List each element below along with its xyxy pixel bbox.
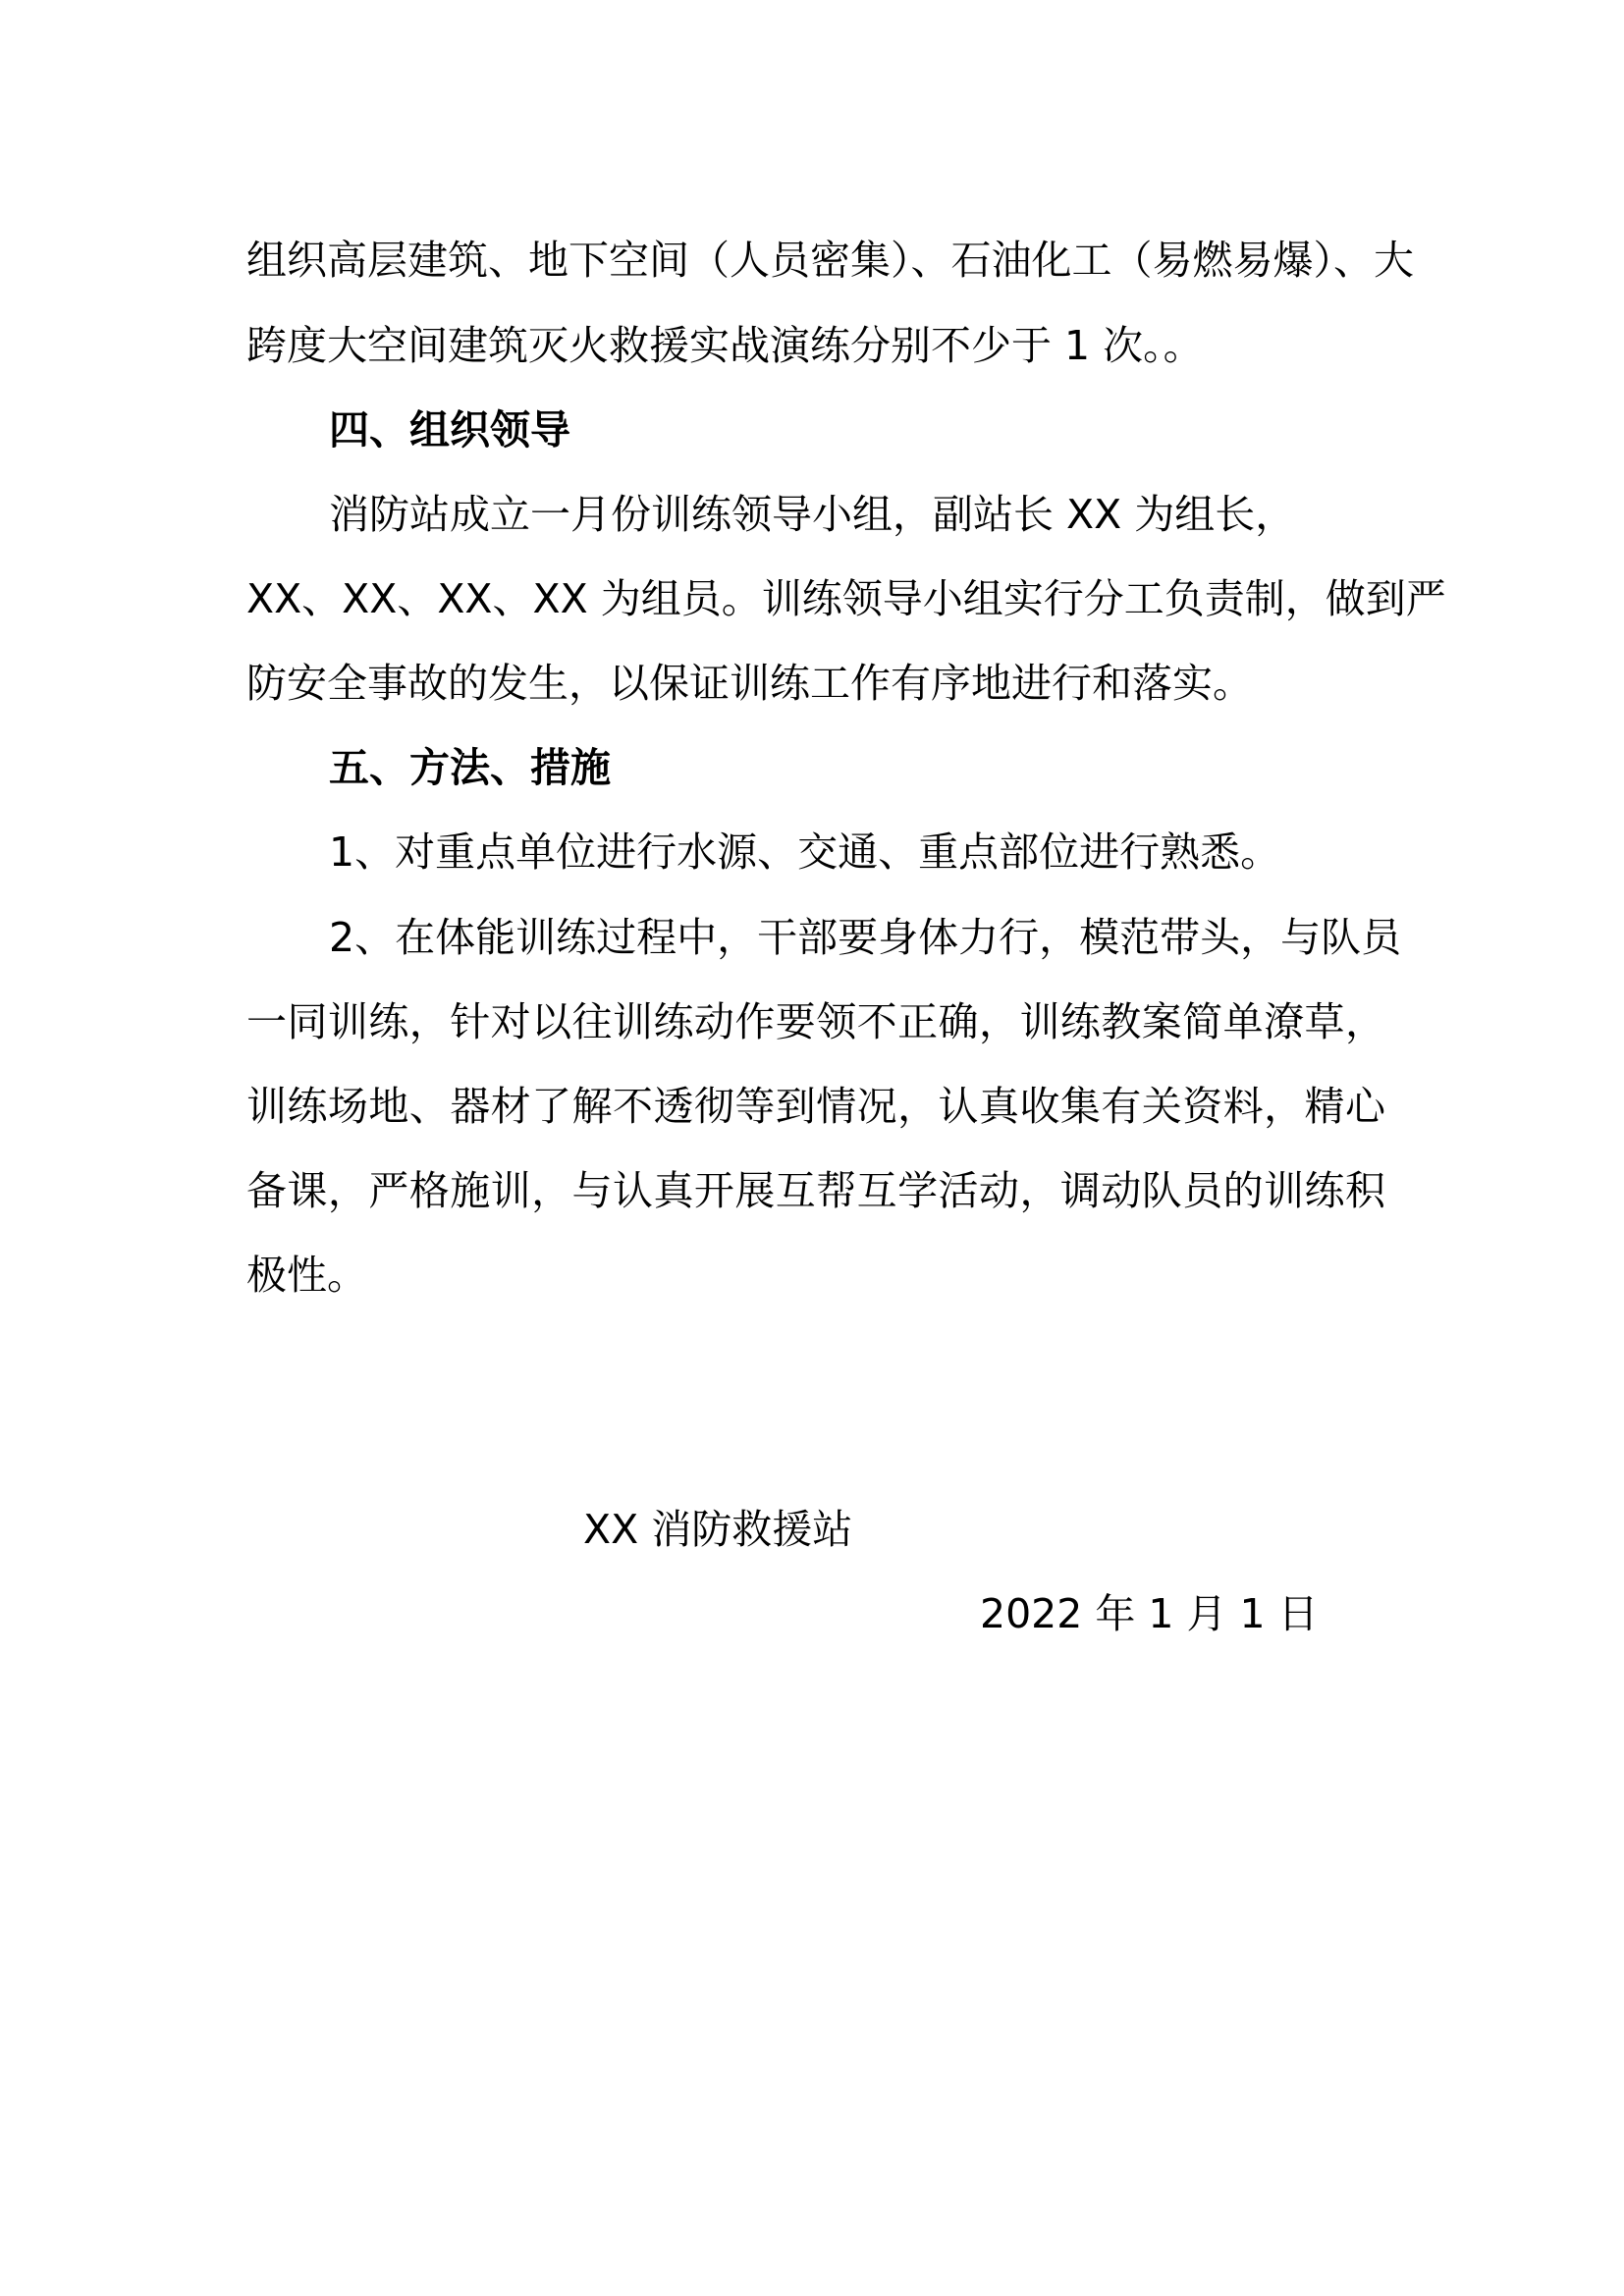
list-item-2-line-1: 2、在体能训练过程中，干部要身体力行，模范带头，与队员 bbox=[329, 914, 1402, 961]
list-item-2-line-2: 一同训练，针对以往训练动作要领不正确，训练教案简单潦草， bbox=[246, 998, 1385, 1045]
signature-date: 2022 年 1 月 1 日 bbox=[980, 1590, 1319, 1637]
paragraph-line-2: 跨度大空间建筑灭火救援实战演练分别不少于 1 次。。 bbox=[246, 322, 1204, 369]
paragraph-line-5: 防安全事故的发生，以保证训练工作有序地进行和落实。 bbox=[246, 660, 1253, 707]
paragraph-line-4: XX、XX、XX、XX 为组员。训练领导小组实行分工负责制，做到严 bbox=[246, 575, 1446, 622]
paragraph-line-3: 消防站成立一月份训练领导小组，副站长 XX 为组长， bbox=[329, 491, 1296, 538]
list-item-2-line-4: 备课，严格施训，与认真开展互帮互学活动，调动队员的训练积 bbox=[246, 1167, 1385, 1214]
signature-organization: XX 消防救援站 bbox=[583, 1506, 853, 1553]
section-heading-organization: 四、组织领导 bbox=[329, 406, 570, 454]
list-item-2-line-3: 训练场地、器材了解不透彻等到情况，认真收集有关资料，精心 bbox=[246, 1083, 1385, 1130]
list-item-2-line-5: 极性。 bbox=[246, 1252, 367, 1299]
section-heading-methods: 五、方法、措施 bbox=[329, 744, 611, 791]
paragraph-line-1: 组织高层建筑、地下空间（人员密集）、石油化工（易燃易爆）、大 bbox=[246, 237, 1414, 284]
list-item-1: 1、对重点单位进行水源、交通、重点部位进行熟悉。 bbox=[329, 828, 1281, 876]
